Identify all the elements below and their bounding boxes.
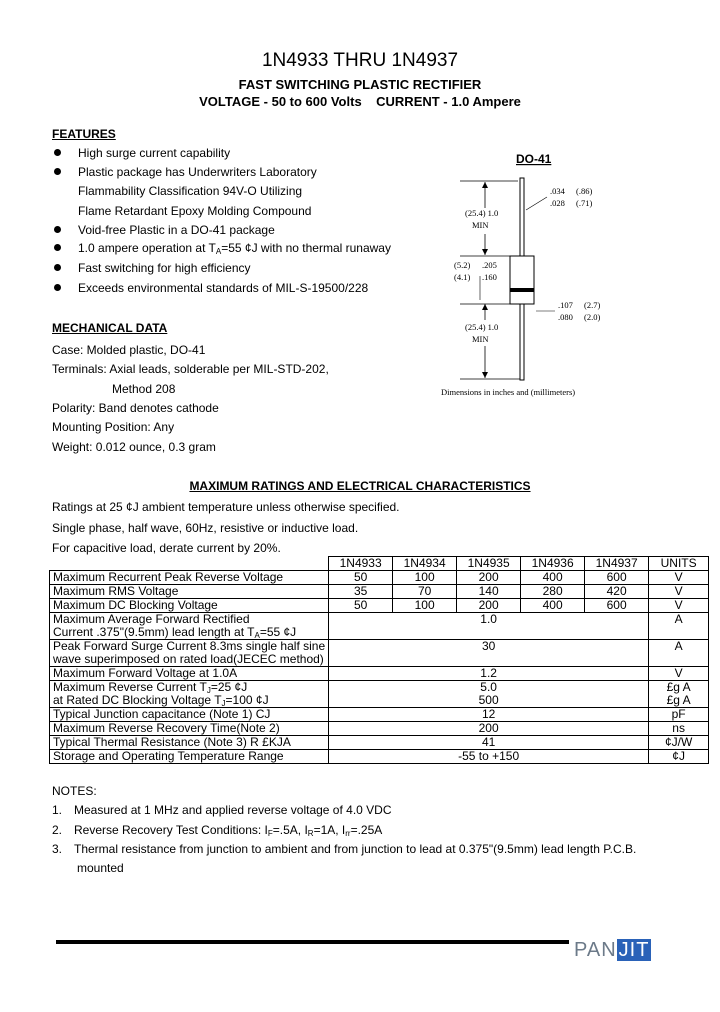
column-header: 1N4934 bbox=[393, 557, 457, 571]
mech-polarity: Polarity: Band denotes cathode bbox=[52, 401, 219, 415]
note-3-continued: mounted bbox=[77, 861, 124, 875]
bottom-lead bbox=[520, 304, 524, 380]
mech-terminals: Terminals: Axial leads, solderable per MIL-STD-202, bbox=[52, 362, 329, 376]
ratings-table bbox=[49, 556, 709, 764]
body-diameter-in-min: .080 bbox=[558, 312, 573, 322]
bullet-icon bbox=[54, 149, 61, 156]
table-row: Peak Forward Surge Current 8.3ms single half sine wave superimposed on rated load(JECEC method) 30 A bbox=[50, 640, 709, 667]
bullet-icon bbox=[54, 264, 61, 271]
ratings-line-2: Single phase, half wave, 60Hz, resistive or inductive load. bbox=[52, 521, 359, 535]
ratings-line-1: Ratings at 25 ¢J ambient temperature unless otherwise specified. bbox=[52, 500, 400, 514]
feature-item: Fast switching for high efficiency bbox=[78, 261, 251, 275]
table-header-row bbox=[50, 557, 709, 571]
table-row: Typical Junction capacitance (Note 1) CJ 12 pF bbox=[50, 708, 709, 722]
lead-diameter-max: .034 bbox=[550, 186, 565, 196]
cathode-band bbox=[510, 288, 534, 292]
voltage-range: VOLTAGE - 50 to 600 Volts bbox=[199, 94, 362, 109]
body-diameter-mm-min: (2.0) bbox=[584, 312, 601, 322]
voltage-current-line bbox=[0, 94, 720, 109]
note-3-number: 3. bbox=[52, 842, 63, 856]
body-diameter-in-max: .107 bbox=[558, 300, 573, 310]
feature-item: 1.0 ampere operation at $T_A=55$ ¢J with no thermal runaway bbox=[78, 241, 391, 256]
lead-diameter-mm-min: (.71) bbox=[576, 198, 593, 208]
table-row: Typical Thermal Resistance (Note 3) R £KJA 41 ¢J/W bbox=[50, 736, 709, 750]
column-header: 1N4933 bbox=[329, 557, 393, 571]
table-row: Maximum RMS Voltage 35 70 140 280 420 V bbox=[50, 585, 709, 599]
mech-mounting: Mounting Position: Any bbox=[52, 420, 175, 434]
feature-item: Plastic package has Underwriters Laboratory bbox=[78, 165, 317, 179]
table-row: Maximum DC Blocking Voltage 50 100 200 400 600 V bbox=[50, 599, 709, 613]
feature-item: Flame Retardant Epoxy Molding Compound bbox=[78, 204, 312, 218]
mech-case: Case: Molded plastic, DO-41 bbox=[52, 343, 206, 357]
feature-item: Flammability Classification 94V-O Utilizing bbox=[78, 184, 303, 198]
bullet-icon bbox=[54, 168, 61, 175]
feature-item: Exceeds environmental standards of MIL-S-19500/228 bbox=[78, 281, 369, 295]
feature-item: High surge current capability bbox=[78, 146, 231, 160]
arrow-icon bbox=[482, 372, 488, 378]
table-row: Maximum Forward Voltage at 1.0A 1.2 V bbox=[50, 667, 709, 681]
arrow-icon bbox=[482, 304, 488, 310]
bullet-icon bbox=[54, 284, 61, 291]
column-header: 1N4936 bbox=[521, 557, 585, 571]
arrow-icon bbox=[482, 182, 488, 188]
lead-length-top-label: (25.4) 1.0 bbox=[465, 208, 499, 218]
table-row: Storage and Operating Temperature Range -55 to +150 ¢J bbox=[50, 750, 709, 764]
current-rating: CURRENT - 1.0 Ampere bbox=[376, 94, 521, 109]
body-length-in-min: .160 bbox=[482, 272, 497, 282]
column-header: UNITS bbox=[649, 557, 709, 571]
column-header: 1N4937 bbox=[585, 557, 649, 571]
document-subtitle: FAST SWITCHING PLASTIC RECTIFIER bbox=[238, 77, 482, 92]
lead-diameter-min: .028 bbox=[550, 198, 565, 208]
lead-length-bottom-label: (25.4) 1.0 bbox=[465, 322, 499, 332]
diagram-caption: Dimensions in inches and (millimeters) bbox=[441, 387, 576, 397]
mech-weight: Weight: 0.012 ounce, 0.3 gram bbox=[52, 440, 216, 454]
body-length-mm-max: (5.2) bbox=[454, 260, 471, 270]
table-row: Maximum Recurrent Peak Reverse Voltage 50 100 200 400 600 V bbox=[50, 571, 709, 585]
table-row: Maximum Reverse Recovery Time(Note 2) 200 ns bbox=[50, 722, 709, 736]
feature-item: Void-free Plastic in a DO-41 package bbox=[78, 223, 275, 237]
mech-method: Method 208 bbox=[112, 382, 176, 396]
do41-package-diagram bbox=[430, 150, 630, 400]
ratings-heading: MAXIMUM RATINGS AND ELECTRICAL CHARACTERISTICS bbox=[189, 479, 531, 493]
lead-diameter-mm-max: (.86) bbox=[576, 186, 593, 196]
note-3: Thermal resistance from junction to ambient and from junction to lead at 0.375"(9.5mm) lead length P.C.B. bbox=[74, 842, 637, 856]
table-row: Maximum Average Forward Rectified Current .375"(9.5mm) lead length at $T_A=55$ ¢J 1.0 A bbox=[50, 613, 709, 640]
features-heading: FEATURES bbox=[52, 127, 116, 141]
package-label: DO-41 bbox=[516, 152, 552, 166]
footer-rule bbox=[56, 940, 569, 944]
ratings-line-3: For capacitive load, derate current by 20%. bbox=[52, 541, 281, 555]
lead-length-bottom-min: MIN bbox=[472, 334, 489, 344]
diode-body bbox=[510, 256, 534, 304]
note-2: Reverse Recovery Test Conditions: $I_F=.5A$, $I_R=1A$, $I_{rr}=.25A$ bbox=[74, 823, 383, 838]
bullet-icon bbox=[54, 226, 61, 233]
note-1-number: 1. bbox=[52, 803, 63, 817]
top-lead bbox=[520, 178, 524, 256]
notes-heading: NOTES: bbox=[52, 784, 97, 798]
lead-length-top-min: MIN bbox=[472, 220, 489, 230]
bullet-icon bbox=[54, 244, 61, 251]
body-length-in-max: .205 bbox=[482, 260, 497, 270]
note-1: Measured at 1 MHz and applied reverse voltage of 4.0 VDC bbox=[74, 803, 392, 817]
arrow-icon bbox=[482, 249, 488, 255]
note-2-number: 2. bbox=[52, 823, 63, 837]
body-diameter-mm-max: (2.7) bbox=[584, 300, 601, 310]
column-header: 1N4935 bbox=[457, 557, 521, 571]
table-row: Maximum Reverse Current $T_J=25$ ¢J at Rated DC Blocking Voltage $T_J=100$ ¢J 5.0 500 £g A £g A bbox=[50, 681, 709, 708]
document-title: 1N4933 THRU 1N4937 bbox=[261, 50, 459, 71]
body-length-mm-min: (4.1) bbox=[454, 272, 471, 282]
mechanical-heading: MECHANICAL DATA bbox=[52, 321, 168, 335]
panjit-logo: PAN JIT bbox=[574, 939, 650, 961]
